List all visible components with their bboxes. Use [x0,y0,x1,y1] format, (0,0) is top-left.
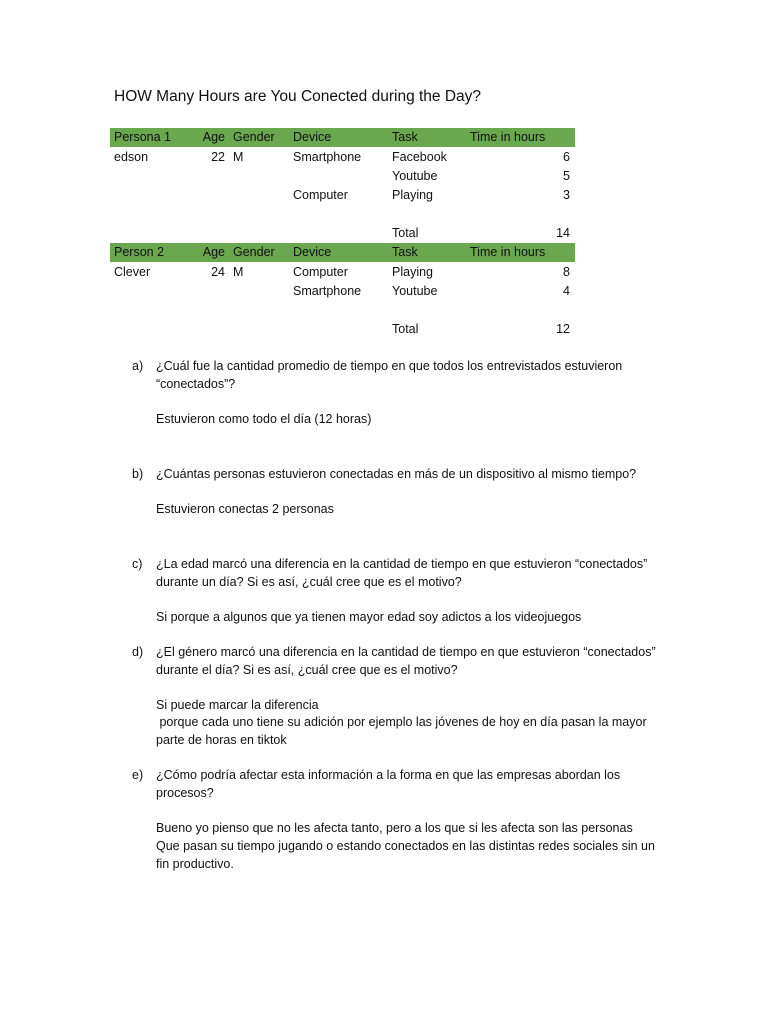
cell-age: 22 [211,150,225,164]
header-time: Time in hours [470,130,546,144]
cell-device: Computer [293,188,348,202]
cell-time: 5 [563,169,570,183]
answer-text: Estuvieron como todo el día (12 horas) [156,412,372,426]
table-row [110,148,575,167]
answer-text: porque cada uno tiene su adición por ejemplo las jóvenes de hoy en día pasan la mayor parte de horas en tiktok [156,715,651,747]
answer-text: Estuvieron conectas 2 personas [156,502,334,516]
table-total-row [110,320,575,339]
question-text: ¿Cuántas personas estuvieron conectadas en más de un dispositivo al mismo tiempo? [156,467,637,481]
question-letter: a) [132,359,144,373]
cell-task: Facebook [392,150,447,164]
cell-task: Playing [392,188,433,202]
cell-name: Clever [114,265,151,279]
question-text: ¿El género marcó una diferencia en la cantidad de tiempo en que estuvieron “conectados” durante el día? Si es así, ¿cuál cree que es el motivo? [156,645,656,677]
header-age: Age [202,130,225,144]
cell-time: 8 [563,265,570,279]
table-row [110,263,575,282]
cell-name: edson [114,150,149,164]
answer-text: Si puede marcar la diferencia [156,698,319,712]
header-device: Device [293,130,332,144]
header-gender: Gender [233,245,275,259]
header-person: Person 2 [114,245,165,259]
table-row [110,282,575,301]
table-row [110,186,575,205]
table-row [110,167,575,186]
header-persona: Persona 1 [114,130,171,144]
cell-task: Playing [392,265,433,279]
header-age: Age [202,245,225,259]
cell-time: 3 [563,188,570,202]
total-label: Total [392,322,419,336]
cell-gender: M [233,265,244,279]
header-task: Task [392,245,418,259]
document-title: HOW Many Hours are You Conected during the Day? [114,88,482,105]
table-header-row [110,243,575,262]
answer-text: Que pasan su tiempo jugando o estando conectados en las distintas redes sociales sin un fin productivo. [156,839,655,871]
answer-text: Si porque a algunos que ya tienen mayor edad soy adictos a los videojuegos [156,610,582,624]
total-value: 14 [556,226,570,240]
cell-task: Youtube [392,169,438,183]
cell-task: Youtube [392,284,438,298]
question-letter: c) [132,557,143,571]
question-letter: d) [132,645,144,659]
question-letter: b) [132,467,144,481]
total-label: Total [392,226,419,240]
question-text: ¿Cómo podría afectar esta información a la forma en que las empresas abordan los procesos? [156,768,621,800]
question-text: ¿La edad marcó una diferencia en la cantidad de tiempo en que estuvieron “conectados” durante un día? Si es así, ¿cuál cree que es el motivo? [156,557,648,589]
cell-gender: M [233,150,244,164]
table-header-row [110,128,575,147]
cell-device: Smartphone [293,284,362,298]
cell-age: 24 [211,265,225,279]
cell-device: Smartphone [293,150,362,164]
answer-text: Bueno yo pienso que no les afecta tanto, pero a los que si les afecta son las personas [156,821,633,835]
header-time: Time in hours [470,245,546,259]
header-device: Device [293,245,332,259]
total-value: 12 [556,322,570,336]
table-total-row [110,224,575,243]
cell-time: 6 [563,150,570,164]
cell-device: Computer [293,265,348,279]
question-text: ¿Cuál fue la cantidad promedio de tiempo en que todos los entrevistados estuvieron “conectados”? [156,359,623,391]
cell-time: 4 [563,284,570,298]
question-letter: e) [132,768,144,782]
header-task: Task [392,130,418,144]
header-gender: Gender [233,130,275,144]
